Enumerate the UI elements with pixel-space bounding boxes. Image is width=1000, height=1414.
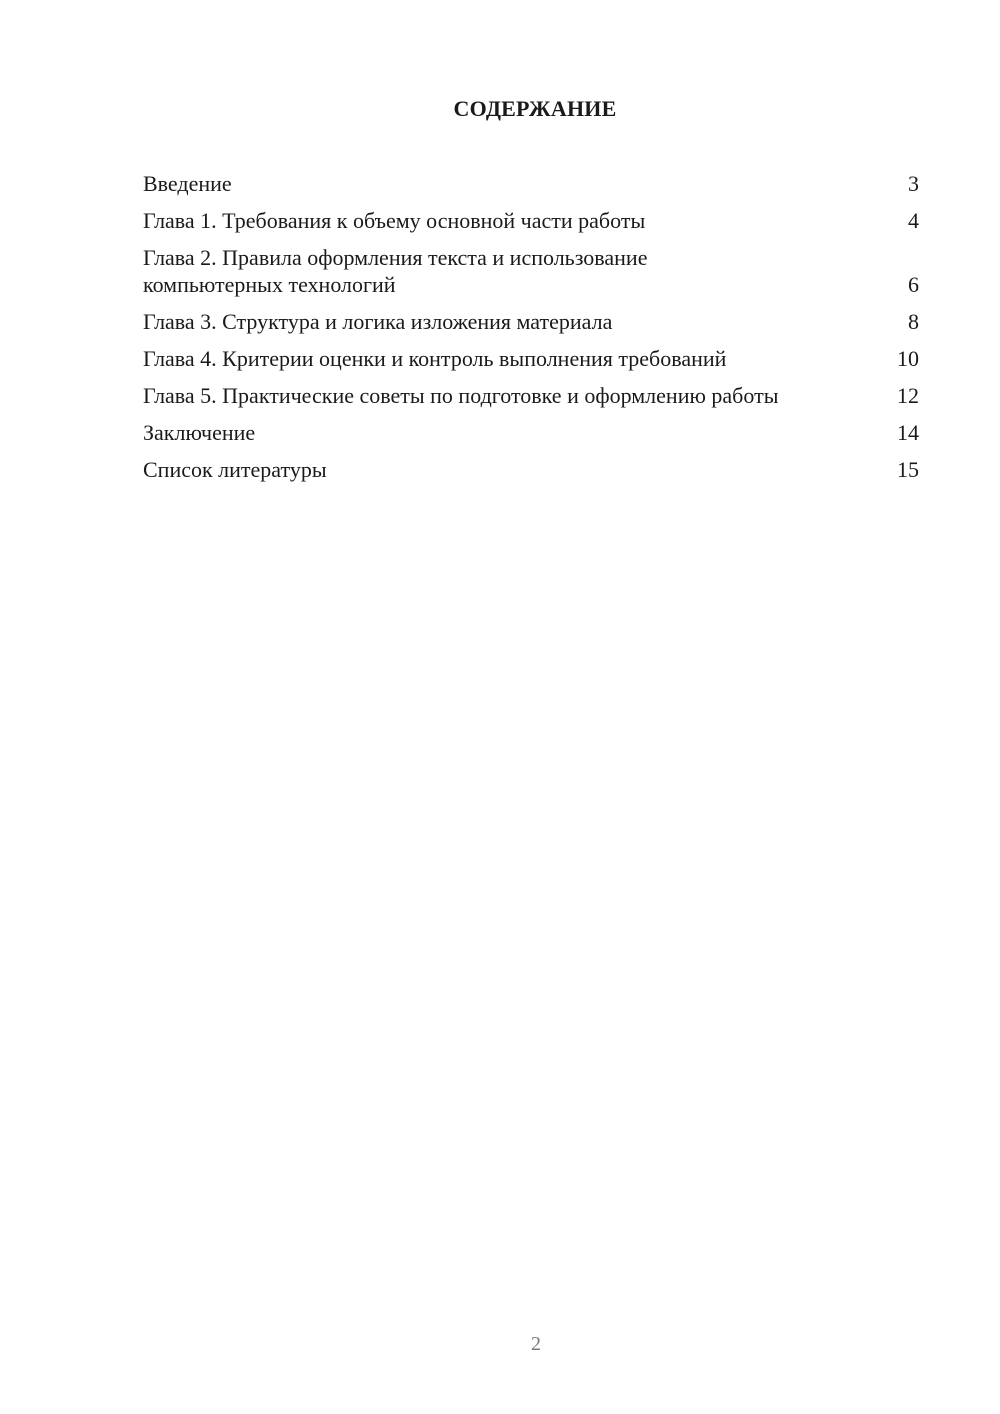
toc-entry-page: 4 [908,208,919,233]
toc-entry-page: 3 [908,171,919,196]
toc-entry-chapter-5[interactable] [143,382,919,409]
toc-entry-page: 14 [897,420,919,445]
toc-entry-chapter-2[interactable] [143,244,919,298]
toc-entry-label: Глава 5. Практические советы по подготовке и оформлению работы [143,383,779,408]
toc-entry-conclusion[interactable] [143,419,919,446]
page-title: СОДЕРЖАНИЕ [453,96,617,121]
table-of-contents [143,170,919,493]
toc-entry-introduction[interactable] [143,170,919,197]
toc-entry-label: Глава 3. Структура и логика изложения материала [143,309,613,334]
toc-entry-label: Глава 2. Правила оформления текста и использование компьютерных технологий [143,245,648,297]
toc-entry-label: Глава 4. Критерии оценки и контроль выполнения требований [143,346,727,371]
toc-entry-page: 6 [908,272,919,297]
toc-entry-page: 15 [897,457,919,482]
toc-entry-chapter-1[interactable] [143,207,919,234]
toc-entry-bibliography[interactable] [143,456,919,483]
page-number: 2 [531,1333,541,1355]
toc-entry-page: 8 [908,309,919,334]
toc-entry-page: 12 [897,383,919,408]
toc-entry-chapter-4[interactable] [143,345,919,372]
toc-entry-label: Введение [143,171,232,196]
toc-entry-label: Глава 1. Требования к объему основной части работы [143,208,646,233]
toc-entry-page: 10 [897,346,919,371]
toc-entry-chapter-3[interactable] [143,308,919,335]
toc-entry-label: Список литературы [143,457,327,482]
toc-entry-label: Заключение [143,420,256,445]
